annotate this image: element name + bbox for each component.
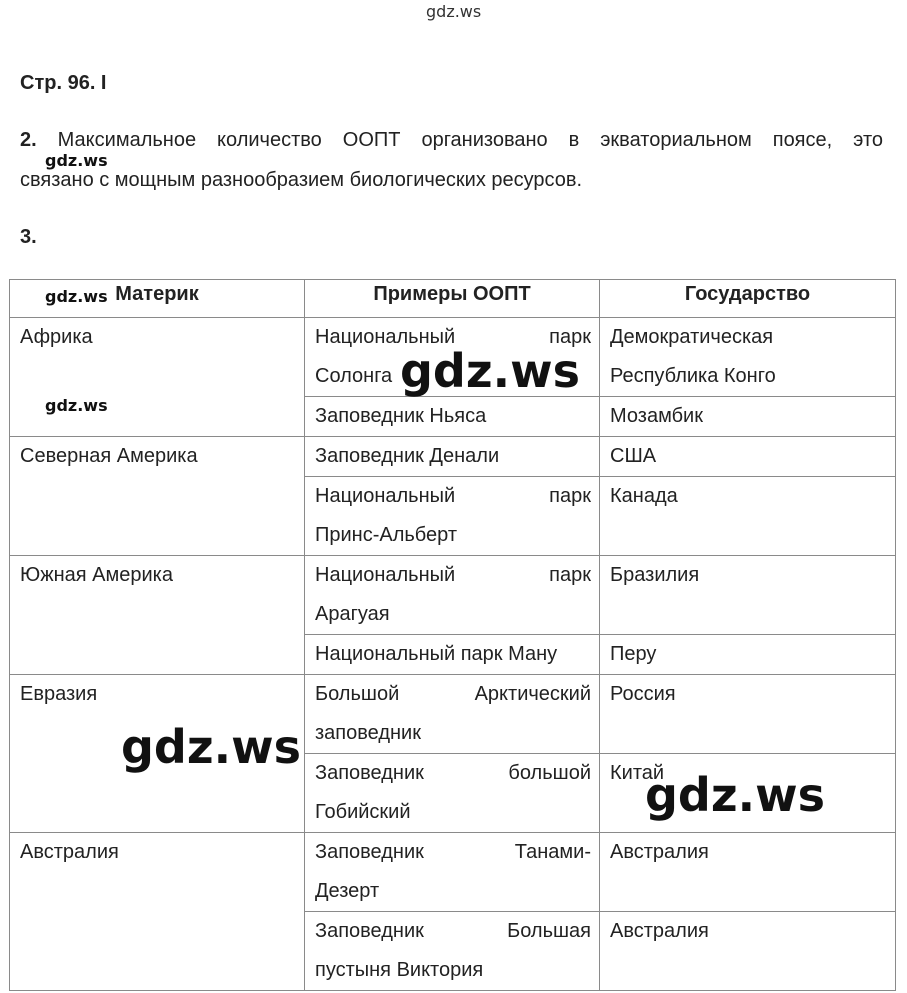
watermark-small: gdz.ws (45, 151, 108, 170)
item-3-number: 3. (20, 226, 37, 248)
state-cell: Бразилия (600, 556, 896, 635)
continent-cell: Африка (10, 318, 305, 437)
state-cell: Австралия (600, 912, 896, 991)
oopt-cell: Заповедник Танами- Дезерт (305, 833, 600, 912)
oopt-cell: Национальный парк Арагуая (305, 556, 600, 635)
oopt-cell: Национальный парк Солонга (305, 318, 600, 397)
watermark-small: gdz.ws (45, 287, 108, 306)
table-row (10, 437, 896, 477)
state-cell: Демократическая Республика Конго (600, 318, 896, 397)
state-cell: Перу (600, 635, 896, 675)
item-2-text-1: Максимальное количество ООПТ организовано в экваториальном поясе, это (57, 129, 883, 151)
item-2-number: 2. (20, 129, 37, 151)
header-oopt: Примеры ООПТ (305, 280, 600, 318)
watermark-small: gdz.ws (45, 396, 108, 415)
oopt-cell: Заповедник Денали (305, 437, 600, 477)
state-cell: Канада (600, 477, 896, 556)
watermark-large: gdz.ws (645, 768, 825, 822)
oopt-cell: Заповедник Ньяса (305, 397, 600, 437)
state-cell: Китай (600, 754, 896, 833)
oopt-cell: Национальный парк Принс-Альберт (305, 477, 600, 556)
table-header-row (10, 280, 896, 318)
oopt-cell: Национальный парк Ману (305, 635, 600, 675)
continent-cell: Австралия (10, 833, 305, 991)
header-continent: Материк (10, 280, 305, 318)
watermark-large: gdz.ws (400, 344, 580, 398)
header-state: Государство (600, 280, 896, 318)
state-cell: Россия (600, 675, 896, 754)
continent-cell: Южная Америка (10, 556, 305, 675)
state-cell: Австралия (600, 833, 896, 912)
oopt-cell: Заповедник большой Гобийский (305, 754, 600, 833)
state-cell: США (600, 437, 896, 477)
item-2-paragraph (20, 120, 883, 200)
continent-cell: Евразия (10, 675, 305, 833)
item-2-line-2: связано с мощным разнообразием биологических ресурсов. (20, 169, 583, 191)
table-row (10, 833, 896, 912)
page-title: Стр. 96. I (20, 72, 107, 94)
watermark-top: gdz.ws (426, 2, 482, 21)
item-2-line-1 (20, 120, 883, 160)
oopt-cell: Заповедник Большая пустыня Виктория (305, 912, 600, 991)
table-row (10, 556, 896, 635)
watermark-large: gdz.ws (121, 720, 301, 774)
continent-cell: Северная Америка (10, 437, 305, 556)
oopt-cell: Большой Арктический заповедник (305, 675, 600, 754)
state-cell: Мозамбик (600, 397, 896, 437)
